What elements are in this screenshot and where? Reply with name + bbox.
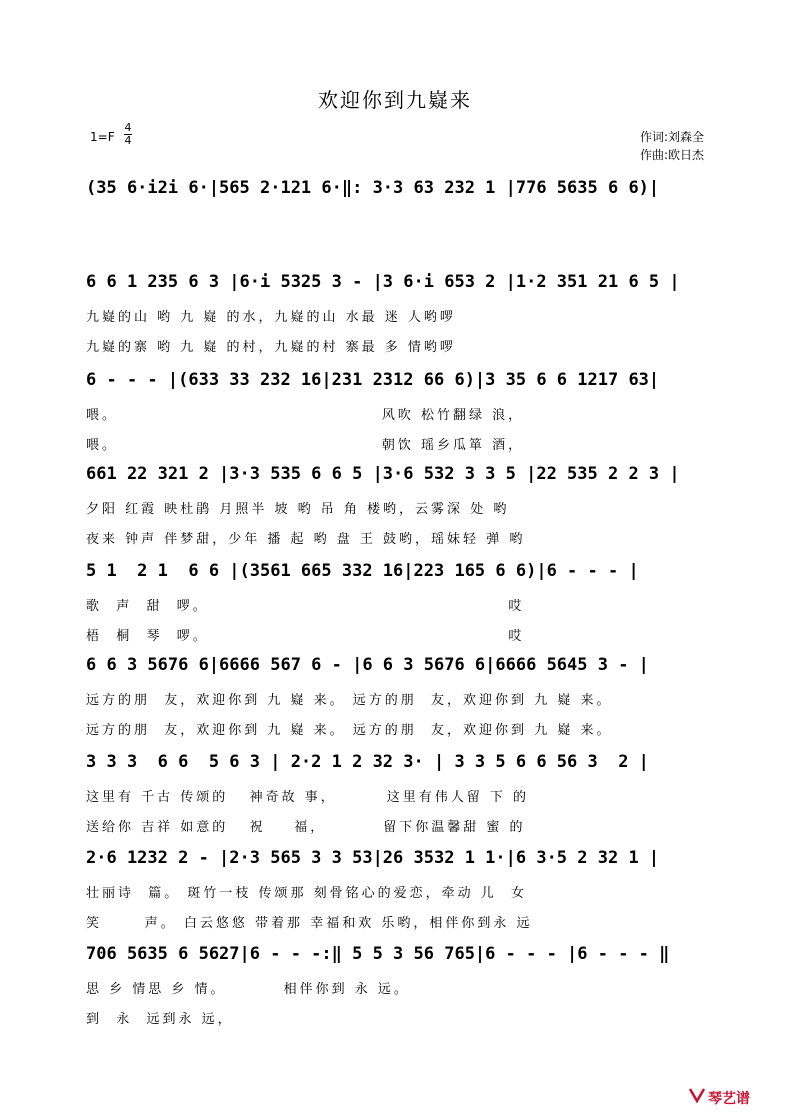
- music-line: (35 6·i2i 6·|565 2·121 6·‖: 3·3 63 232 1 |776 5635 6 6)|: [86, 178, 660, 198]
- music-line: 6 - - - |(633 33 232 16|231 2312 66 6)|3 35 6 6 1217 63|: [86, 370, 660, 390]
- music-line: 2·6 1232 2 - |2·3 565 3 3 53|26 3532 1 1·|6 3·5 2 32 1 |: [86, 848, 660, 868]
- music-line: 706 5635 6 5627|6 - - -:‖ 5 5 3 56 765|6 - - - |6 - - - ‖: [86, 944, 670, 964]
- lyric-line: 远方的朋 友，欢迎你到 九 嶷 来。 远方的朋 友，欢迎你到 九 嶷 来。: [86, 693, 613, 708]
- lyric-line: 歌 声 甜 啰。 哎: [86, 599, 525, 614]
- lyric-line: 远方的朋 友，欢迎你到 九 嶷 来。 远方的朋 友，欢迎你到 九 嶷 来。: [86, 723, 613, 738]
- brand-logo-icon: [688, 1086, 706, 1104]
- composer-credit: 作曲:欧日杰: [640, 148, 705, 162]
- lyric-line: 笑 声。 白云悠悠 带着那 幸福和欢 乐哟，相伴你到永 远: [86, 916, 533, 931]
- brand-watermark: 琴艺谱: [708, 1091, 750, 1107]
- lyric-line: 喂。 风吹 松竹翻绿 浪，: [86, 408, 525, 423]
- music-line: 3 3 3 6 6 5 6 3 | 2·2 1 2 32 3· | 3 3 5 6 6 56 3 2 |: [86, 752, 649, 772]
- lyric-line: 壮丽诗 篇。 斑竹一枝 传颂那 刻骨铭心的爱恋，牵动 儿 女: [86, 886, 528, 901]
- lyric-line: 夕阳 红霞 映杜鹃 月照半 坡 哟 吊 角 楼哟，云雾深 处 哟: [86, 502, 510, 517]
- time-signature: [124, 122, 132, 147]
- lyric-line: 到 永 远到永 远，: [86, 1012, 234, 1027]
- lyric-line: 九嶷的寨 哟 九 嶷 的村，九嶷的村 寨最 多 情哟啰: [86, 340, 456, 355]
- time-sig-top: 4: [124, 121, 132, 134]
- music-line: 661 22 321 2 |3·3 535 6 6 5 |3·6 532 3 3 5 |22 535 2 2 3 |: [86, 464, 680, 484]
- lyric-line: 喂。 朝饮 瑶乡瓜箪 酒，: [86, 438, 525, 453]
- lyricist-credit: 作词:刘森全: [640, 130, 705, 144]
- music-line: 5 1 2 1 6 6 |(3561 665 332 16|223 165 6 6)|6 - - - |: [86, 561, 639, 581]
- page-title: 欢迎你到九嶷来: [318, 88, 472, 112]
- credits: [640, 128, 704, 164]
- music-line: 6 6 1 235 6 3 |6·i 5325 3 - |3 6·i 653 2 |1·2 351 21 6 5 |: [86, 272, 680, 292]
- lyric-line: 九嶷的山 哟 九 嶷 的水，九嶷的山 水最 迷 人哟啰: [86, 310, 456, 325]
- lyric-line: 思 乡 情思 乡 情。 相伴你到 永 远。: [86, 982, 410, 997]
- lyric-line: 送给你 吉祥 如意的 祝 福， 留下你温馨甜 蜜 的: [86, 820, 526, 835]
- lyric-line: 梧 桐 琴 啰。 哎: [86, 629, 525, 644]
- time-sig-bottom: 4: [124, 134, 132, 147]
- key-signature: 1=F: [90, 130, 115, 144]
- lyric-line: 这里有 千古 传颂的 神奇故 事， 这里有伟人留 下 的: [86, 790, 529, 805]
- lyric-line: 夜来 钟声 伴梦甜，少年 播 起 哟 盘 王 鼓哟，瑶妹轻 弹 哟: [86, 532, 526, 547]
- music-line: 6 6 3 5676 6|6666 567 6 - |6 6 3 5676 6|6666 5645 3 - |: [86, 655, 649, 675]
